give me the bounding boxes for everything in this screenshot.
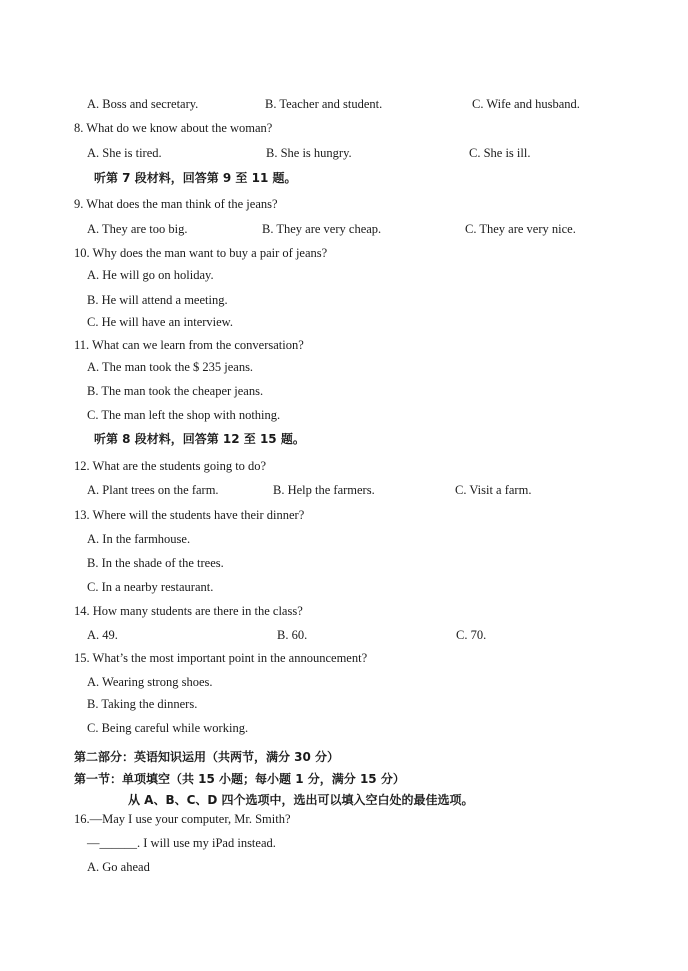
q7-options: [0, 96, 688, 112]
section-8-heading: 听第 8 段材料，回答第 12 至 15 题。: [94, 432, 305, 446]
q7-option-a: A. Boss and secretary.: [87, 97, 199, 111]
part-2-instruction: 从 A、B、C、D 四个选项中，选出可以填入空白处的最佳选项。: [128, 793, 474, 807]
q12-question: 12. What are the students going to do?: [74, 459, 267, 473]
q14-options: [0, 627, 688, 643]
q12-option-c: C. Visit a farm.: [455, 483, 532, 497]
q8-question: 8. What do we know about the woman?: [74, 121, 273, 135]
q15-option-a: A. Wearing strong shoes.: [87, 675, 213, 689]
q10-option-c: C. He will have an interview.: [87, 315, 234, 329]
q9-option-c: C. They are very nice.: [465, 222, 576, 236]
q15-question: 15. What’s the most important point in the announcement?: [74, 651, 368, 665]
q8-options: [0, 145, 688, 161]
q10-option-a: A. He will go on holiday.: [87, 268, 214, 282]
q7-option-c: C. Wife and husband.: [472, 97, 580, 111]
q13-option-c: C. In a nearby restaurant.: [87, 580, 214, 594]
q11-option-a: A. The man took the $ 235 jeans.: [87, 360, 254, 374]
section-7-heading: 听第 7 段材料，回答第 9 至 11 题。: [94, 171, 297, 185]
q10-question: 10. Why does the man want to buy a pair of jeans?: [74, 246, 328, 260]
q14-question: 14. How many students are there in the class?: [74, 604, 303, 618]
q14-option-b: B. 60.: [277, 628, 308, 642]
q15-option-c: C. Being careful while working.: [87, 721, 249, 735]
q10-option-b: B. He will attend a meeting.: [87, 293, 228, 307]
q16-reply: —______. I will use my iPad instead.: [87, 836, 276, 850]
q9-question: 9. What does the man think of the jeans?: [74, 197, 278, 211]
q14-option-a: A. 49.: [87, 628, 118, 642]
q13-option-a: A. In the farmhouse.: [87, 532, 191, 546]
q13-question: 13. Where will the students have their dinner?: [74, 508, 305, 522]
q11-question: 11. What can we learn from the conversation?: [74, 338, 304, 352]
q12-option-a: A. Plant trees on the farm.: [87, 483, 219, 497]
q9-option-b: B. They are very cheap.: [262, 222, 382, 236]
q15-option-b: B. Taking the dinners.: [87, 697, 198, 711]
q8-option-b: B. She is hungry.: [266, 146, 352, 160]
q8-option-a: A. She is tired.: [87, 146, 162, 160]
q16-question: 16.—May I use your computer, Mr. Smith?: [74, 812, 291, 826]
part-2-section-1-title: 第一节：单项填空（共 15 小题；每小题 1 分，满分 15 分）: [74, 772, 405, 786]
q13-option-b: B. In the shade of the trees.: [87, 556, 224, 570]
q8-option-c: C. She is ill.: [469, 146, 531, 160]
q7-option-b: B. Teacher and student.: [265, 97, 383, 111]
q12-option-b: B. Help the farmers.: [273, 483, 375, 497]
q16-option-a: A. Go ahead: [87, 860, 150, 874]
q9-options: [0, 221, 688, 237]
q14-option-c: C. 70.: [456, 628, 487, 642]
q11-option-c: C. The man left the shop with nothing.: [87, 408, 281, 422]
q11-option-b: B. The man took the cheaper jeans.: [87, 384, 264, 398]
q9-option-a: A. They are too big.: [87, 222, 188, 236]
q12-options: [0, 482, 688, 498]
part-2-title: 第二部分：英语知识运用（共两节，满分 30 分）: [74, 750, 340, 764]
